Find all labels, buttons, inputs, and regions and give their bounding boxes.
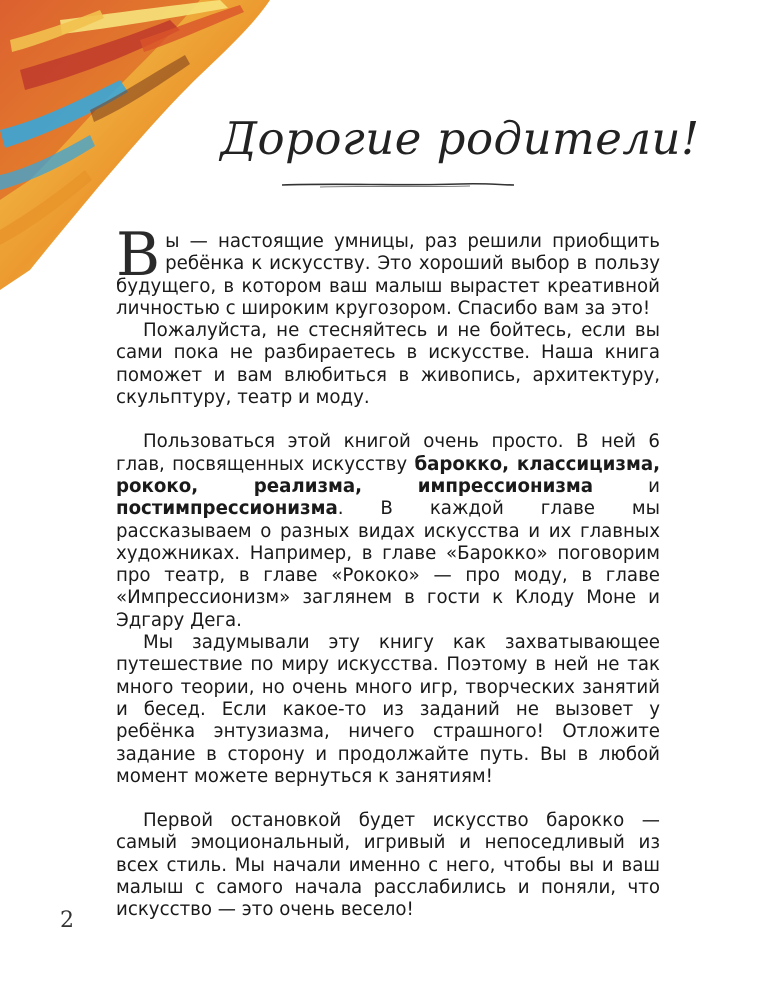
conjunction-text: и: [593, 475, 661, 497]
paragraph-intro: [116, 220, 660, 320]
chapter-styles-list: барокко, классицизма, рококо, реализма, импрессионизма: [116, 453, 661, 497]
body-text: [116, 220, 661, 922]
page-number: 2: [60, 908, 74, 933]
paragraph-journey: Мы задумывали эту книгу как захватывающее путешествие по миру искусства. Поэтому в ней не так много теории, но очень много игр, творческих занятий и бесед. Если какое-то из заданий не вызовет у ребёнка энтузиазма, ничего страшного! Отложите задание в сторону и продолжайте путь. Вы в любой момент можете вернуться к занятиям!: [116, 632, 660, 787]
paragraph-how-to-use-start: Пользоваться этой книгой очень просто. В ней 6 глав, посвященных искусству: [116, 431, 660, 475]
paragraph-how-to-use-end: . В каждой главе мы рассказываем о разных видах искусства и их главных художниках. Например, в главе «Барокко» поговорим про театр, в главе «Рококо» — про моду, в главе «Импрессионизм» заглянем в гости к Клоду Моне и Эдгару Дега.: [116, 498, 660, 631]
page-title: Дорогие родители!: [220, 112, 700, 165]
paragraph-reassurance: Пожалуйста, не стесняйтесь и не бойтесь, если вы сами пока не разбираетесь в искусстве. Наша книга поможет и вам влюбиться в живопись, архитектуру, скульптуру, театр и моду.: [116, 320, 660, 409]
chapter-style-last: постимпрессионизма: [116, 498, 338, 520]
title-underline-decoration: [280, 180, 516, 190]
paragraph-how-to-use: [116, 431, 660, 632]
paragraph-first-stop: Первой остановкой будет искусство барокко — самый эмоциональный, игривый и непоседливый из всех стиль. Мы начали именно с него, чтобы вы и ваш малыш с самого начала расслабились и поняли, что искусство — это очень весело!: [116, 810, 660, 921]
drop-cap: В: [116, 220, 161, 290]
paragraph-intro-text: ы — настоящие умницы, раз решили приобщить ребёнка к искусству. Это хороший выбор в пользу будущего, в котором ваш малыш вырастет креативной личностью с широким кругозором. Спасибо вам за это!: [116, 231, 660, 319]
